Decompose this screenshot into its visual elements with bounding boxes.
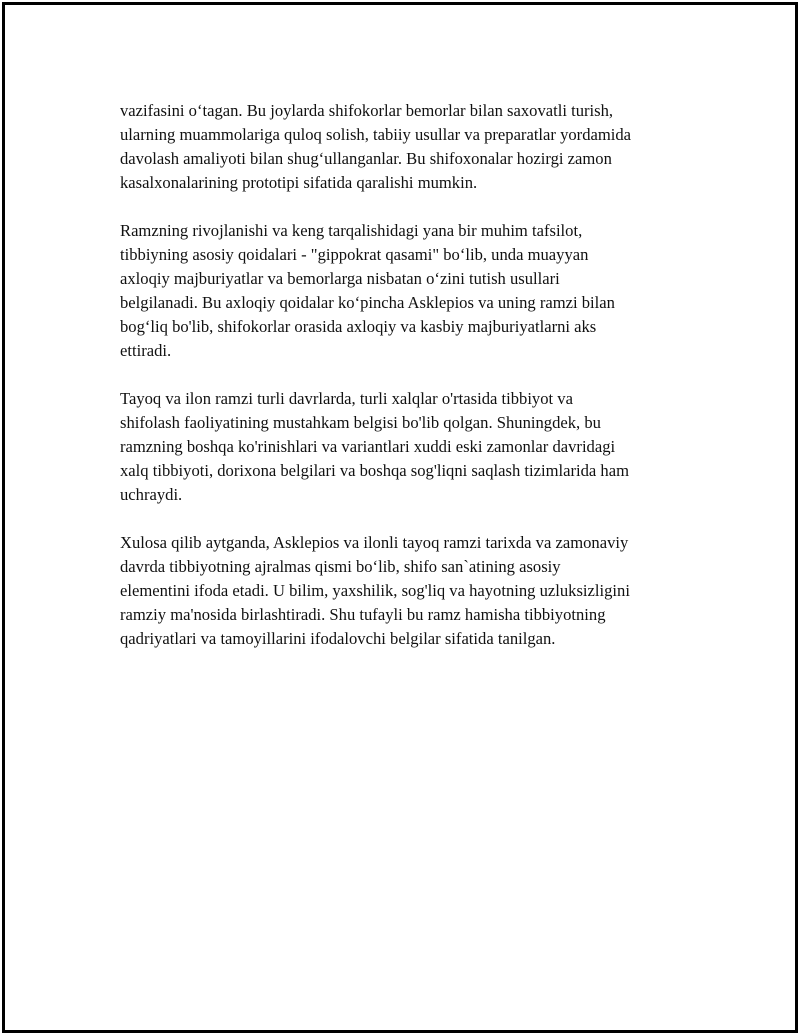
paragraph: Xulosa qilib aytganda, Asklepios va ilonli tayoq ramzi tarixda va zamonaviy davrda tibbiyotning ajralmas qismi bo‘lib, shifo san`atining asosiy elementini ifoda etadi. U bilim, yaxshilik, sog'liq va hayotning uzluksizligini ramziy ma'nosida birlashtiradi. Shu tufayli bu ramz hamisha tibbiyotning qadriyatlari va tamoyillarini ifodalovchi belgilar sifatida tanilgan. [120, 533, 630, 648]
document-body [120, 99, 695, 675]
paragraph: vazifasini o‘tagan. Bu joylarda shifokorlar bemorlar bilan saxovatli turish, ularning muammolariga quloq solish, tabiiy usullar va preparatlar yordamida davolash amaliyoti bilan shug‘ullanganlar. Bu shifoxonalar hozirgi zamon kasalxonalarining prototipi sifatida qaralishi mumkin. [120, 101, 632, 192]
paragraph: Tayoq va ilon ramzi turli davrlarda, turli xalqlar o'rtasida tibbiyot va shifolash faoliyatining mustahkam belgisi bo'lib qolgan. Shuningdek, bu ramzning boshqa ko'rinishlari va variantlari xuddi eski zamonlar davridagi xalq tibbiyoti, dorixona belgilari va boshqa sog'liqni saqlash tizimlarida ham uchraydi. [120, 389, 630, 504]
document-page [2, 2, 798, 1033]
paragraph: Ramzning rivojlanishi va keng tarqalishidagi yana bir muhim tafsilot, tibbiyning asosiy qoidalari - "gippokrat qasami" bo‘lib, unda muayyan axloqiy majburiyatlar va bemorlarga nisbatan o‘zini tutish usullari belgilanadi. Bu axloqiy qoidalar ko‘pincha Asklepios va uning ramzi bilan bog‘liq bo'lib, shifokorlar orasida axloqiy va kasbiy majburiyatlarni aks ettiradi. [120, 221, 615, 360]
